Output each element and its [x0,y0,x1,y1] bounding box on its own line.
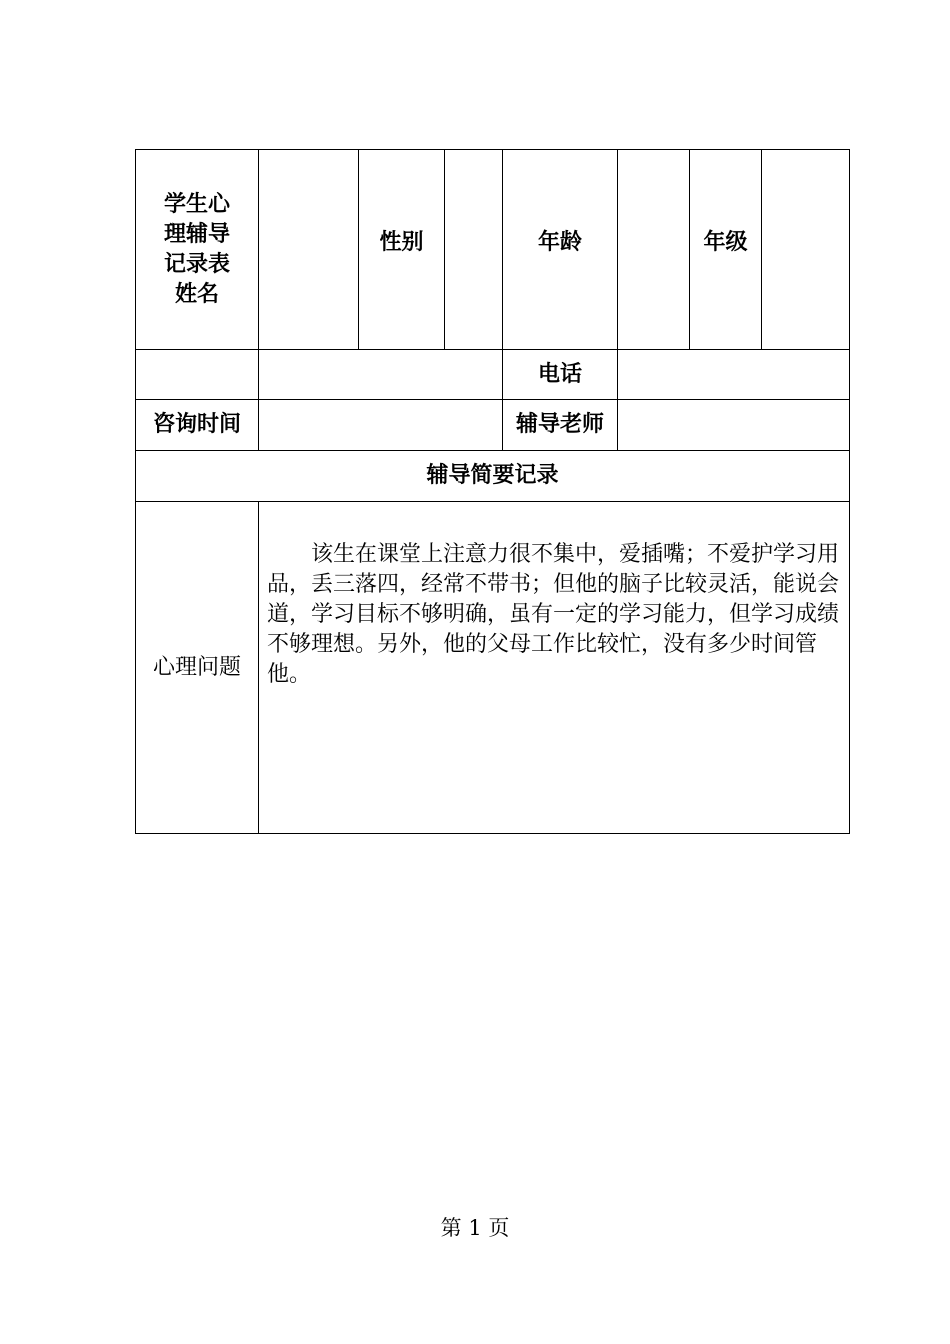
gender-label: 性别 [359,150,445,350]
psych-issue-label: 心理问题 [136,502,259,834]
grade-label: 年级 [690,150,762,350]
phone-label: 电话 [503,350,618,400]
counselor-value-cell[interactable] [618,400,850,451]
counselor-label: 辅导老师 [503,400,618,451]
phone-value-cell[interactable] [618,350,850,400]
empty-label-cell [136,350,259,400]
form-title-line: 理辅导 [163,221,230,247]
name-label: 姓名 [174,281,219,307]
gender-value-cell[interactable] [445,150,503,350]
age-value-cell[interactable] [618,150,690,350]
name-value-cell[interactable] [259,150,359,350]
form-title-cell [136,150,259,350]
age-label: 年龄 [503,150,618,350]
form-title-line: 学生心 [163,191,230,217]
section-title: 辅导简要记录 [136,451,850,502]
counseling-record-table [135,149,850,834]
form-title-line: 记录表 [163,251,230,277]
grade-value-cell[interactable] [762,150,850,350]
empty-value-cell[interactable] [259,350,503,400]
consult-time-label: 咨询时间 [136,400,259,451]
psych-issue-text: 该生在课堂上注意力很不集中，爱插嘴；不爱护学习用品，丢三落四，经常不带书；但他的脑子比较灵活，能说会道，学习目标不够明确，虽有一定的学习能力，但学习成绩不够理想。另外，他的父母工作比较忙，没有多少时间管他。 [259,502,850,834]
page-number: 第 1 页 [440,1216,510,1240]
consult-time-value-cell[interactable] [259,400,503,451]
